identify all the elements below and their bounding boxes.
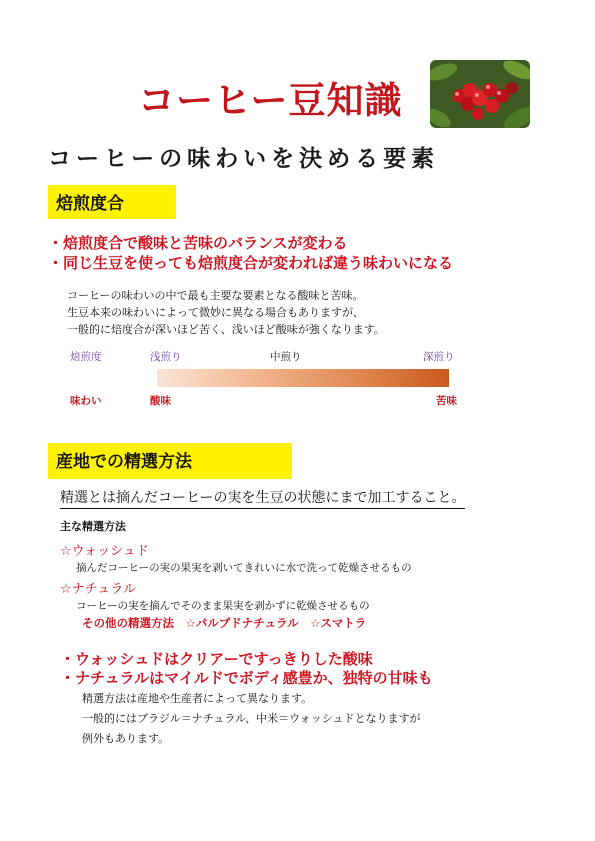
sour-label: 酸味 [150, 395, 171, 407]
roast-paragraph-line-3: 一般的に焙度合が深いほど苦く、浅いほど酸味が強くなります。 [67, 323, 385, 336]
processing-definition: 精選とは摘んだコーヒーの実を生豆の状態にまで加工すること。 [60, 487, 465, 509]
bitter-label: 苦味 [436, 395, 457, 407]
section-heading-processing: 産地での精選方法 [48, 443, 292, 479]
natural-description: コーヒーの実を摘んでそのまま果実を剥かずに乾燥させるもの [76, 600, 370, 612]
processing-note-2: 一般的にはブラジル＝ナチュラル、中米＝ウォッシュドとなりますが [82, 712, 421, 725]
page-subtitle: コーヒーの味わいを決める要素 [48, 146, 440, 172]
light-roast-label: 浅煎り [150, 351, 182, 363]
roast-gradient-bar [157, 369, 449, 387]
processing-note-1: 精選方法は産地や生産者によって異なります。 [82, 692, 313, 705]
coffee-cherries-image [430, 60, 530, 128]
other-methods: その他の精選方法 ☆パルプドナチュラル ☆スマトラ [82, 616, 367, 630]
roast-paragraph-line-2: 生豆本来の味わいによって微妙に異なる場合もありますが、 [67, 306, 364, 319]
page-title: コーヒー豆知識 [138, 79, 403, 122]
washed-title: ☆ウォッシュド [60, 544, 149, 559]
roast-bullet-1: ・焙煎度合で酸味と苦味のバランスが変わる [48, 234, 348, 252]
medium-roast-label: 中煎り [270, 351, 302, 363]
methods-title: 主な精選方法 [60, 520, 126, 533]
taste-label: 味わい [70, 395, 102, 407]
roast-level-label: 焙煎度 [70, 351, 102, 363]
section-heading-roast: 焙煎度合 [48, 185, 176, 219]
roast-bullet-2: ・同じ生豆を使っても焙煎度合が変われば違う味わいになる [48, 254, 454, 272]
dark-roast-label: 深煎り [423, 351, 455, 363]
processing-note-3: 例外もあります。 [82, 732, 170, 745]
processing-bullet-2: ・ナチュラルはマイルドでボディ感豊か、独特の甘味も [60, 669, 433, 687]
natural-title: ☆ナチュラル [60, 582, 136, 597]
roast-paragraph-line-1: コーヒーの味わいの中で最も主要な要素となる酸味と苦味。 [67, 289, 364, 302]
processing-bullet-1: ・ウォッシュドはクリアーですっきりした酸味 [60, 650, 373, 668]
washed-description: 摘んだコーヒーの実の果実を剥いてきれいに水で洗って乾燥させるもの [76, 562, 412, 574]
